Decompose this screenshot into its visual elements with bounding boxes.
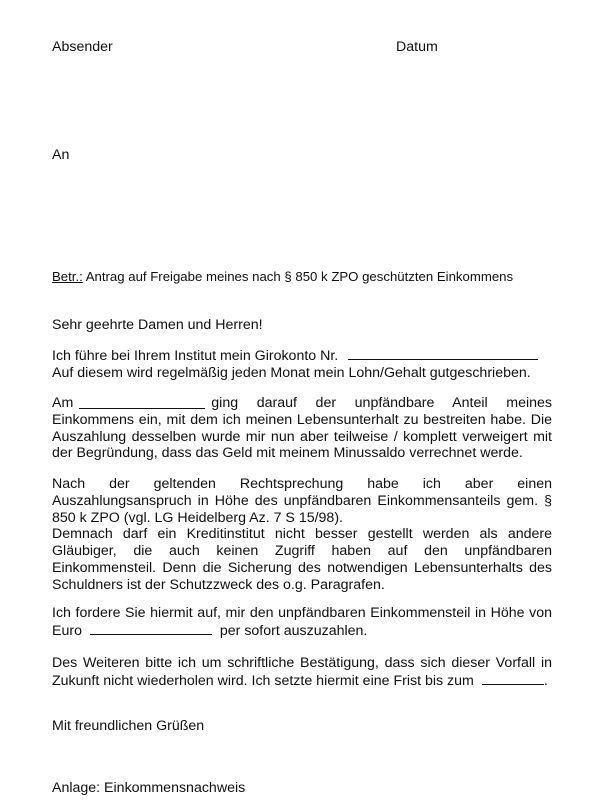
- refusal-line-3: Auszahlung desselben wurde mir nun aber teilweise / komplett verweigert mit: [52, 428, 552, 445]
- recipient-label: An: [52, 147, 70, 163]
- demand-line-2-start: Euro: [52, 622, 82, 639]
- account-line-1: [52, 347, 552, 365]
- legal-line-6: Einkommensteil. Denn die Sicherung des notwendigen Lebensunterhalts des: [52, 559, 552, 576]
- legal-line-7: Schuldners ist der Schutzzweck des o.g. Paragrafen.: [52, 576, 385, 593]
- confirmation-line-2: [52, 672, 552, 690]
- deadline-blank: [482, 672, 544, 685]
- account-line-1-text: Ich führe bei Ihrem Institut mein Girokonto Nr.: [52, 348, 339, 364]
- account-line-2: Auf diesem wird regelmäßig jeden Monat mein Lohn/Gehalt gutgeschrieben.: [52, 364, 531, 381]
- legal-line-5: Gläubiger, die auch keinen Zugriff haben auf den unpfändbaren: [52, 543, 552, 560]
- refusal-line-2: Einkommens ein, mit dem ich meinen Lebensunterhalt zu bestreiten habe. Die: [52, 411, 552, 428]
- paragraph-confirmation: [52, 655, 552, 690]
- refusal-line-1-end: ging darauf der unpfändbare Anteil meines: [211, 395, 552, 411]
- demand-line-1: Ich fordere Sie hiermit auf, mir den unpfändbaren Einkommensteil in Höhe von: [52, 605, 552, 621]
- date-label: Datum: [396, 39, 438, 55]
- confirmation-line-1: Des Weiteren bitte ich um schriftliche Bestätigung, dass sich dieser Vorfall in: [52, 655, 552, 671]
- legal-line-1: Nach der geltenden Rechtsprechung habe ich aber einen: [52, 476, 552, 492]
- legal-line-2: Auszahlungsanspruch in Höhe des unpfändbaren Einkommensanteils gem. §: [52, 492, 552, 509]
- demand-line-2: [52, 622, 552, 640]
- refusal-line-1-start: Am: [52, 395, 74, 411]
- sender-label: Absender: [52, 39, 113, 55]
- legal-line-4: Demnach darf ein Kreditinstitut nicht besser gestellt werden als andere: [52, 526, 552, 543]
- attachment-note: Anlage: Einkommensnachweis: [52, 780, 246, 796]
- account-number-blank: [348, 347, 538, 360]
- date-blank: [79, 395, 205, 409]
- subject-line: [52, 269, 513, 284]
- closing: Mit freundlichen Grüßen: [52, 718, 205, 734]
- salutation: Sehr geehrte Damen und Herren!: [52, 317, 263, 333]
- subject-text: Antrag auf Freigabe meines nach § 850 k ZPO geschützten Einkommens: [82, 269, 514, 284]
- demand-line-2-end: per sofort auszuzahlen.: [219, 622, 368, 639]
- subject-prefix: Betr.:: [52, 269, 83, 284]
- refusal-line-1: [52, 395, 552, 412]
- paragraph-account: [52, 347, 552, 382]
- confirmation-line-2-start: Zukunft nicht wiederholen wird. Ich setzte hiermit eine Frist bis zum: [52, 672, 474, 689]
- paragraph-refusal: [52, 395, 552, 462]
- paragraph-legal: [52, 476, 552, 594]
- refusal-line-4: der Begründung, dass das Geld mit meinem Minussaldo verrechnet werde.: [52, 445, 523, 462]
- confirmation-line-2-end: .: [543, 672, 548, 689]
- amount-blank: [90, 622, 212, 635]
- paragraph-demand: [52, 605, 552, 640]
- legal-line-3: 850 k ZPO (vgl. LG Heidelberg Az. 7 S 15/98).: [52, 509, 343, 526]
